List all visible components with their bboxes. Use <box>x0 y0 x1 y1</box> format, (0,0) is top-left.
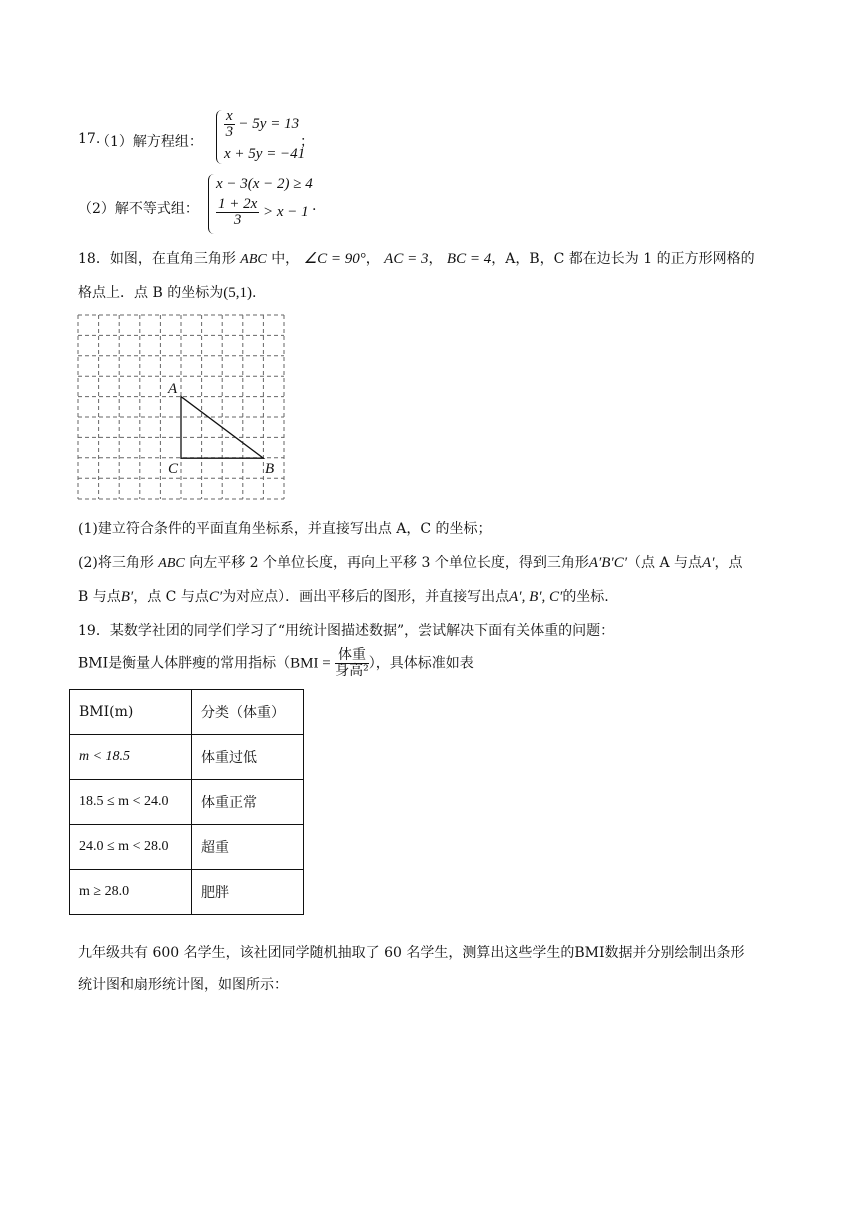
table-row <box>70 825 304 870</box>
q18-sub2-line2: B 与点B′，点 C 与点C′为对应点）．画出平移后的图形，并直接写出点A′, B′, C′的坐标. <box>78 589 609 605</box>
q17-number: 17. <box>78 131 101 147</box>
label-b: B <box>265 461 275 477</box>
q17-system2-brace <box>208 174 215 234</box>
table-cell: 体重正常 <box>192 780 304 825</box>
table-cell: 超重 <box>192 825 304 870</box>
q18-line2: 格点上．点 B 的坐标为(5,1). <box>78 285 257 301</box>
table-cell: 18.5 ≤ m < 24.0 <box>70 780 192 825</box>
table-cell: m < 18.5 <box>70 735 192 780</box>
q17-eq2: x + 5y = −41 <box>224 146 306 162</box>
q18-line1: 18．如图，在直角三角形 ABC 中， ∠C = 90°， AC = 3， BC = 4，A，B，C 都在边长为 1 的正方形网格的 <box>78 251 755 267</box>
q18-sub1: (1)建立符合条件的平面直角坐标系，并直接写出点 A，C 的坐标； <box>78 521 492 537</box>
table-cell: 肥胖 <box>192 870 304 915</box>
q18-sub2-line1: (2)将三角形 ABC 向左平移 2 个单位长度，再向上平移 3 个单位长度，得到三角形A′B′C′（点 A 与点A′，点 <box>78 555 743 571</box>
q19-line1: 19．某数学社团的同学们学习了“用统计图描述数据”，尝试解决下面有关体重的问题： <box>78 623 615 639</box>
q19-para2: 统计图和扇形统计图，如图所示： <box>78 977 288 993</box>
q17-sep1: ； <box>300 134 314 150</box>
table-row <box>70 870 304 915</box>
q17-ineq2: $\frac{1 + 2x}{3}$ > x − 1 <box>218 196 309 228</box>
q19-para1: 九年级共有 600 名学生，该社团同学随机抽取了 60 名学生，测算出这些学生的BMI数据并分别绘制出条形 <box>78 945 745 961</box>
label-a: A <box>168 381 178 397</box>
q17-part2-label: （2）解不等式组： <box>78 201 199 217</box>
q17-eq1: $\frac{x}{3}$ − 5y = 13 <box>225 108 300 140</box>
table-row <box>70 735 304 780</box>
label-c: C <box>168 461 179 477</box>
q17-end: . <box>312 198 317 214</box>
table-cell: 体重过低 <box>192 735 304 780</box>
table-cell: m ≥ 28.0 <box>70 870 192 915</box>
bmi-table <box>69 689 304 915</box>
table-header-cell: 分类（体重） <box>192 690 304 735</box>
q17-ineq1: x − 3(x − 2) ≥ 4 <box>216 176 313 192</box>
table-header-row <box>70 690 304 735</box>
q19-bmi-definition: BMI是衡量人体胖瘦的常用指标（BMI = $\frac{\text{体重}}{\text{身高²}}$ ），具体标准如表 <box>78 647 474 679</box>
table-cell: 24.0 ≤ m < 28.0 <box>70 825 192 870</box>
q17-system1-brace <box>216 110 223 164</box>
q17-part1-label: （1）解方程组： <box>96 134 203 150</box>
table-row <box>70 780 304 825</box>
q18-grid-figure <box>76 312 290 502</box>
table-header-cell: BMI(m) <box>70 690 192 735</box>
